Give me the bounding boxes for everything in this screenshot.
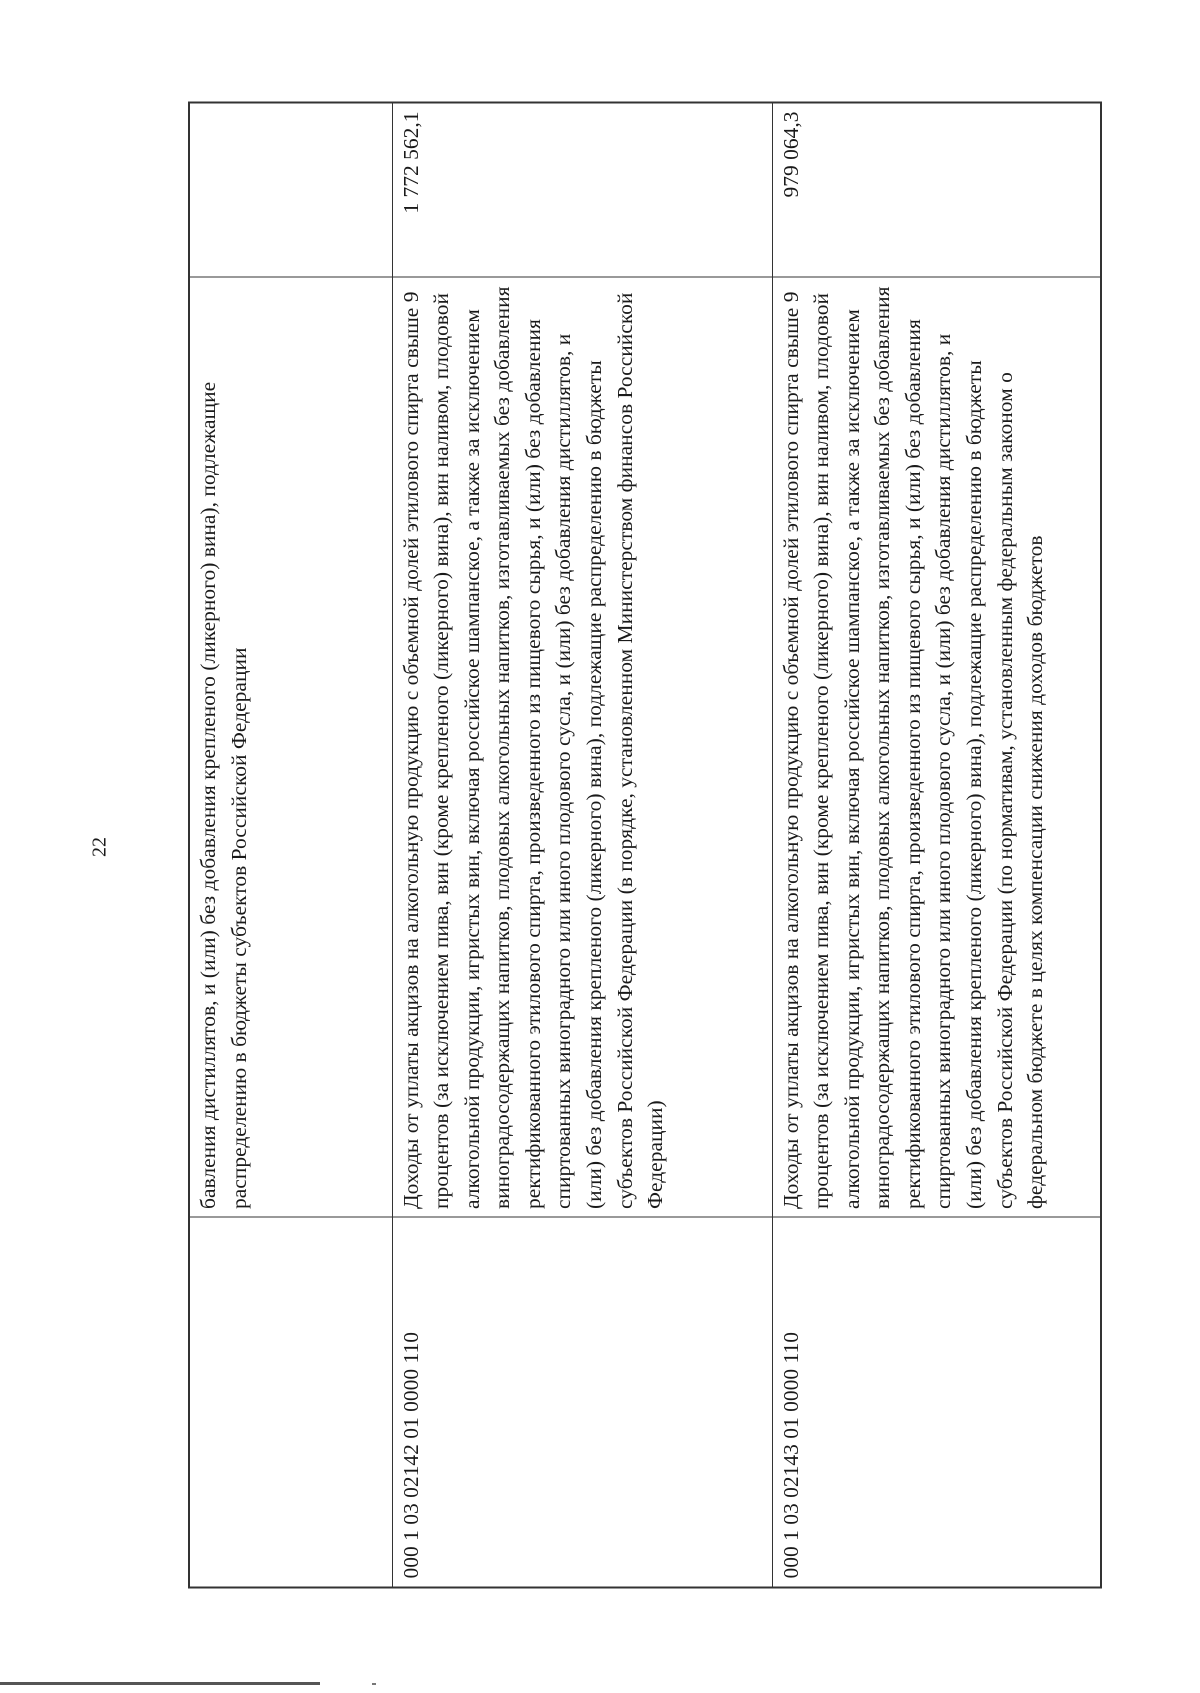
revenue-description-cell: Доходы от уплаты акцизов на алкогольную продукцию с объемной долей этилового спирта свыше 9 процентов (за исключением пива, вин (кроме крепленого (ликерного) вина), вин наливом, плодовой алкогольной продукции, игристых вин, включая российское шампанское, а также за исключением виноградосодержащих напитков, плодовых алкогольных напитков, изготавливаемых без добавления ректификованного этилового спирта, произведенного из пищевого сырья, и (или) без добавления спиртованных виноградного или иного плодового сусла, и (или) без добавления дистиллятов, и (или) без добавления крепленого (ликерного) вина), подлежащие распределению в бюджеты субъектов Российской Федерации (по нормативам, установленным федеральным законом о федеральном бюджете в целях компенсации снижения доходов бюджетов xyxy=(772,278,1101,1218)
revenue-description-cell: Доходы от уплаты акцизов на алкогольную продукцию с объемной долей этилового спирта свыше 9 процентов (за исключением пива, вин (кроме крепленого (ликерного) вина), вин наливом, плодовой алкогольной продукции, игристых вин, включая российское шампанское, а также за исключением виноградосодержащих напитков, плодовых алкогольных напитков, изготавливаемых без добавления ректификованного этилового спирта, произведенного из пищевого сырья, и (или) без добавления спиртованных виноградного или иного плодового сусла, и (или) без добавления дистиллятов, и (или) без добавления крепленого (ликерного) вина), подлежащие распределению в бюджеты субъектов Российской Федерации (в порядке, установленном Министерством финансов Российской Федерации) xyxy=(392,278,772,1218)
revenue-amount-cell: 1 772 562,1 xyxy=(392,103,772,278)
revenue-code-cell xyxy=(189,1218,392,1588)
table-row xyxy=(392,103,772,1588)
revenue-table xyxy=(188,102,1102,1589)
scan-edge-line xyxy=(0,1682,320,1685)
revenue-code-cell: 000 1 03 02142 01 0000 110 xyxy=(392,1218,772,1588)
revenue-code-cell: 000 1 03 02143 01 0000 110 xyxy=(772,1218,1101,1588)
table-row xyxy=(772,103,1101,1588)
table-row xyxy=(189,103,392,1588)
page-number: 22 xyxy=(88,837,111,857)
scan-edge-dot xyxy=(372,1683,376,1685)
revenue-amount-cell: 979 064,3 xyxy=(772,103,1101,278)
revenue-description-cell: бавления дистиллятов, и (или) без добавления крепленого (ликерного) вина), подлежащие распределению в бюджеты субъектов Российской Федерации xyxy=(189,278,392,1218)
rotated-table-wrapper xyxy=(188,104,1100,1589)
revenue-amount-cell xyxy=(189,103,392,278)
